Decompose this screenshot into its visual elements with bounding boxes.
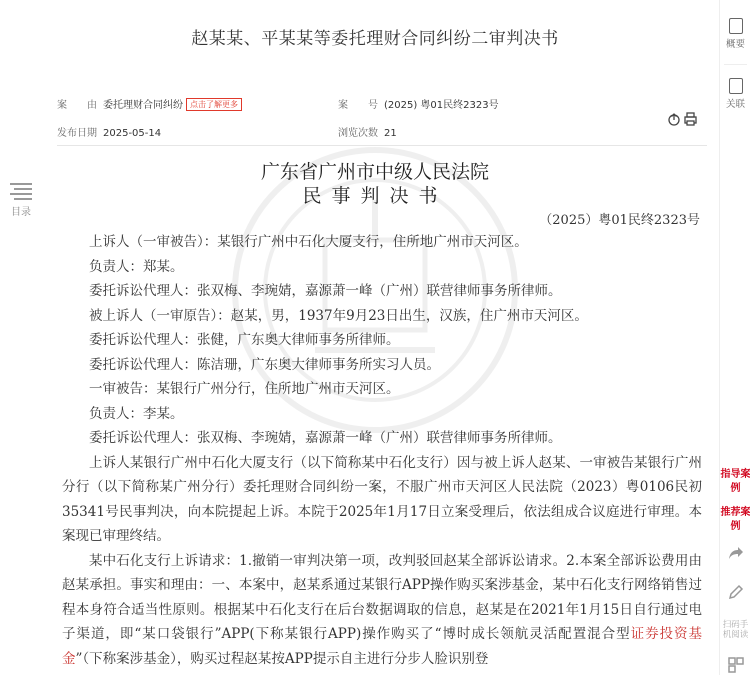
paragraph: 委托诉讼代理人：张健，广东奥大律师事务所律师。	[89, 332, 400, 348]
qrcode-icon	[720, 656, 750, 677]
date-value: 2025-05-14	[103, 128, 162, 139]
court-name: 广东省广州市中级人民法院	[260, 161, 489, 183]
date-label: 发布日期	[57, 128, 97, 139]
cause-more-tag[interactable]: 点击了解更多	[186, 98, 242, 111]
overview-icon	[729, 18, 743, 34]
doc-tools	[668, 112, 698, 130]
views-value: 21	[384, 128, 397, 139]
forward-icon	[728, 546, 744, 560]
caseno-value: (2025) 粤01民终2323号	[384, 100, 499, 111]
print-icon[interactable]	[685, 113, 696, 125]
caseno-label: 案 号	[338, 100, 378, 111]
paragraph: 委托诉讼代理人：张双梅、李琬婧，嘉源萧一峰（广州）联营律师事务所律师。	[89, 430, 562, 446]
doc-type: 民事判决书	[302, 185, 448, 207]
toc-label: 目录	[11, 207, 31, 218]
toc-icon	[8, 183, 34, 200]
paragraph: 委托诉讼代理人：张双梅、李琬婧，嘉源萧一峰（广州）联营律师事务所律师。	[89, 283, 562, 299]
paragraph: 一审被告：某银行广州分行，住所地广州市天河区。	[89, 381, 400, 397]
doc-case-number: （2025）粤01民终2323号	[539, 213, 700, 228]
paragraph: 负责人：郑某。	[89, 258, 184, 275]
guide-case-button[interactable]: 指导案例	[720, 469, 750, 494]
cause-value: 委托理财合同纠纷	[103, 100, 183, 111]
paragraph: 上诉人某银行广州中石化大厦支行（以下简称某中石化支行）因与被上诉人赵某、一审被告某银行广州分行（以下简称某广州分行）委托理财合同纠纷一案，不服广州市天河区人民法院（2023）粤0106民初35341号民事判决，向本院提起上诉。本院于2025年1月17日立案受理后，依法组成合议庭进行审理。本案现已审理终结。	[62, 454, 702, 544]
paragraph: 被上诉人（一审原告）：赵某，男，1937年9月23日出生，汉族，住广州市天河区。	[89, 307, 588, 324]
appeal-text-cont: ”（下称案涉基金），购买过程赵某按APP提示自主进行分步人脸识别登	[75, 650, 489, 667]
meta-views	[338, 124, 397, 139]
page-title: 赵某某、平某某等委托理财合同纠纷二审判决书	[191, 29, 559, 49]
meta-cause	[57, 96, 242, 111]
related-icon	[729, 78, 743, 94]
scan-qrcode-button[interactable]: 扫码手机阅读	[722, 620, 749, 640]
edit-icon	[728, 584, 744, 600]
overview-label: 概要	[725, 39, 745, 50]
meta-date	[57, 124, 161, 139]
related-button[interactable]	[720, 78, 750, 110]
right-sidebar	[719, 0, 750, 675]
paragraph-appeal	[62, 549, 702, 672]
related-label: 关联	[725, 99, 745, 110]
paragraph: 上诉人（一审被告）：某银行广州中石化大厦支行，住所地广州市天河区。	[89, 234, 528, 250]
views-label: 浏览次数	[338, 128, 378, 139]
doc-tool-icons	[668, 112, 698, 126]
paragraph: 负责人：李某。	[89, 405, 184, 422]
fund-term-link[interactable]: 证券投资基金	[62, 626, 703, 667]
appeal-text: 某中石化支行上诉请求：1.撤销一审判决第一项，改判驳回赵某全部诉讼请求。2.本案全部诉讼费用由赵某承担。事实和理由：一、本案中，赵某系通过某银行APP操作购买案涉基金，某中石化支行网络销售过程本身符合适当性原则。根据某中石化支行在后台数据调取的信息，赵某是在2021年1月15日自行通过电子渠道，即“某口袋银行”APP(下称某银行APP)操作购买了“博时成长领航灵活配置混合型	[62, 552, 702, 642]
edit-button[interactable]	[720, 584, 750, 603]
forward-button[interactable]	[720, 546, 750, 563]
toc-button[interactable]	[8, 180, 34, 218]
overview-button[interactable]	[720, 18, 750, 50]
recommend-case-button[interactable]: 推荐案例	[720, 507, 750, 532]
share-icon[interactable]	[669, 114, 679, 125]
cause-label: 案 由	[57, 100, 97, 111]
meta-caseno	[338, 96, 499, 111]
paragraph: 委托诉讼代理人：陈洁珊，广东奥大律师事务所实习人员。	[89, 356, 440, 373]
judgment-body	[62, 230, 702, 671]
